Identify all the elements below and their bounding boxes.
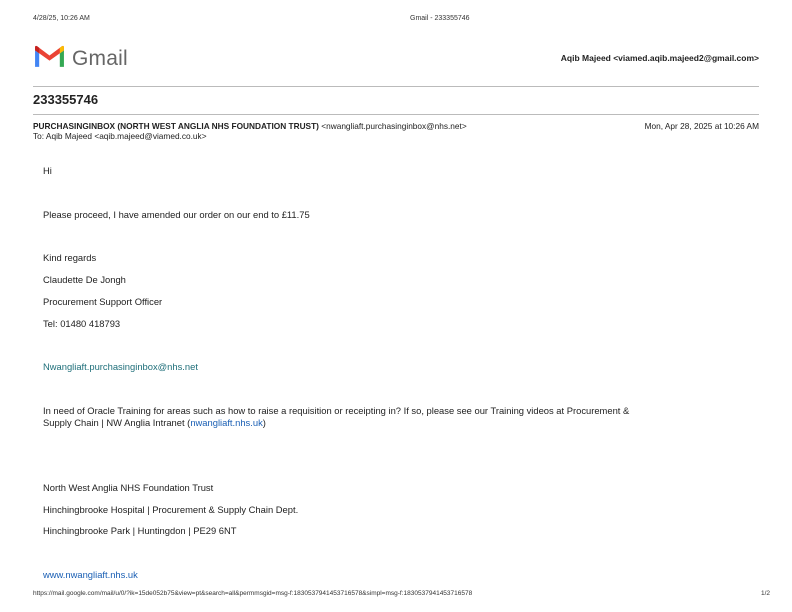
print-datetime: 4/28/25, 10:26 AM: [33, 15, 90, 22]
email-from: [33, 121, 467, 131]
signature-org: North West Anglia NHS Foundation Trust: [43, 482, 214, 493]
training-text-line1: In need of Oracle Training for areas such as how to raise a requisition or receipting in? If so, please see our Training videos at Procurement &: [43, 405, 630, 416]
body-greeting: Hi: [43, 165, 52, 176]
signature-phone: Tel: 01480 418793: [43, 318, 121, 329]
signature-name: Claudette De Jongh: [43, 274, 126, 285]
print-title: Gmail - 233355746: [410, 15, 470, 22]
print-footer-url: https://mail.google.com/mail/u/0/?ik=15de052b75&view=pt&search=all&permmsgid=msg-f:1830537941453716578&simpl=msg-f:1830537941453716578: [33, 590, 473, 597]
signature-dept: Hinchingbrooke Hospital | Procurement & Supply Chain Dept.: [43, 504, 299, 515]
signature-address: Hinchingbrooke Park | Huntingdon | PE29 6NT: [43, 525, 237, 536]
divider-subject: [33, 114, 759, 115]
intranet-link[interactable]: nwangliaft.nhs.uk: [190, 417, 263, 428]
signature-mailbox-link[interactable]: Nwangliaft.purchasinginbox@nhs.net: [43, 361, 198, 372]
training-text-post: ): [262, 417, 266, 428]
body-message: Please proceed, I have amended our order on our end to £11.75: [43, 209, 310, 220]
sender-name: PURCHASINGINBOX (NORTH WEST ANGLIA NHS FOUNDATION TRUST): [33, 121, 319, 131]
gmail-wordmark: Gmail: [72, 47, 128, 70]
website-link[interactable]: www.nwangliaft.nhs.uk: [43, 569, 138, 580]
training-text-pre: Supply Chain | NW Anglia Intranet (: [43, 417, 191, 428]
email-recipient: To: Aqib Majeed <aqib.majeed@viamed.co.uk>: [33, 131, 207, 141]
body-signoff: Kind regards: [43, 252, 97, 263]
account-label: Aqib Majeed <viamed.aqib.majeed2@gmail.com>: [560, 53, 759, 63]
divider-top: [33, 86, 759, 87]
gmail-m-icon: [33, 44, 66, 74]
email-date: Mon, Apr 28, 2025 at 10:26 AM: [644, 121, 759, 131]
print-page-number: 1/2: [760, 590, 770, 597]
gmail-logo: [33, 44, 128, 74]
sender-address: <nwangliaft.purchasinginbox@nhs.net>: [321, 121, 467, 131]
training-text-line2: [43, 417, 266, 428]
email-subject: 233355746: [33, 92, 99, 107]
signature-role: Procurement Support Officer: [43, 296, 163, 307]
